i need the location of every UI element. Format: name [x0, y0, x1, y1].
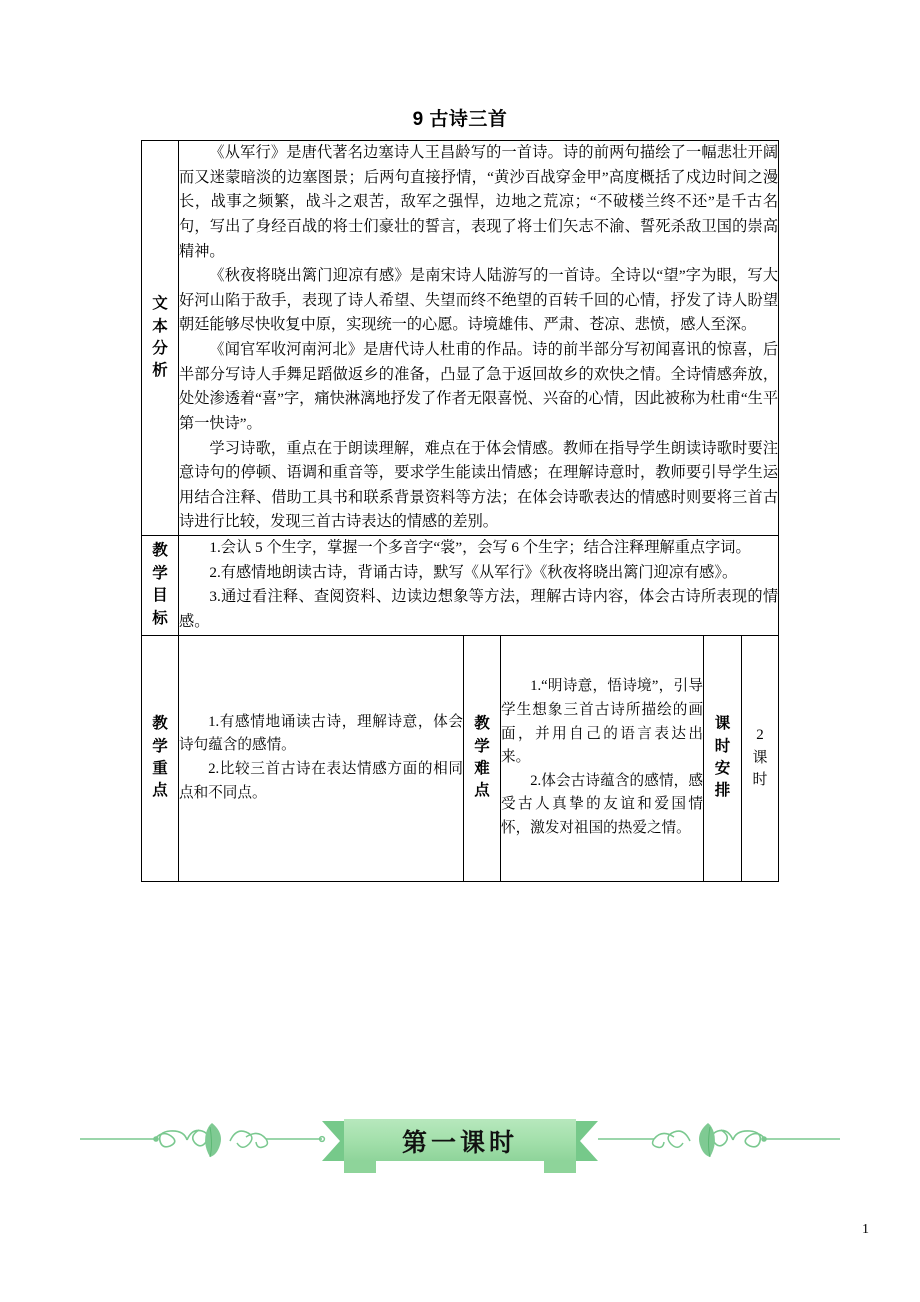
table-row-objectives [142, 536, 779, 636]
label-char: 教 [152, 715, 168, 733]
paragraph: 1.会认 5 个生字，掌握一个多音字“裳”，会写 6 个生字；结合注释理解重点字词。 [209, 539, 751, 556]
schedule-unit-char: 课 [752, 749, 768, 767]
row-label-objectives [142, 536, 179, 636]
label-char: 重 [152, 760, 168, 777]
right-flourish-2-icon [598, 1131, 690, 1147]
label-char: 教 [474, 715, 490, 733]
banner-title: 第一课时 [401, 1129, 519, 1157]
row-label-text-analysis [142, 141, 179, 536]
section-banner [0, 1115, 920, 1185]
paragraph: 学习诗歌，重点在于朗读理解，难点在于体会情感。教师在指导学生朗读诗歌时要注意诗句的停顿、语调和重音等，要求学生能读出情感；在理解诗意时，教师要引导学生运用结合注释、借助工具书和联系背景资料等方法；在体会诗歌表达的情感时则要将三首古诗进行比较，发现三首古诗表达的情感的差别。 [179, 439, 779, 531]
right-flourish-icon [712, 1130, 840, 1147]
cell-teaching-focus [179, 635, 464, 881]
left-flourish-2-icon [230, 1131, 324, 1147]
label-char: 本 [152, 317, 168, 335]
paragraph: 1.有感情地诵读古诗，理解诗意，体会诗句蕴含的感情。 [179, 713, 463, 754]
paragraph: 2.比较三首古诗在表达情感方面的相同点和不同点。 [179, 761, 463, 801]
ribbon-fold-right [544, 1161, 576, 1173]
page-title: 9 古诗三首 [412, 109, 508, 130]
cell-schedule-value [742, 635, 779, 881]
cell-teaching-difficulty [501, 635, 704, 881]
label-char: 目 [152, 587, 168, 605]
row-label-focus [142, 635, 179, 881]
label-char: 学 [152, 737, 168, 755]
label-char: 难 [474, 760, 490, 777]
table-row-focus-difficulty-schedule [142, 635, 779, 881]
label-char: 安 [714, 760, 731, 777]
label-char: 标 [152, 609, 168, 627]
label-char: 分 [152, 340, 168, 357]
cell-objectives [179, 536, 779, 636]
label-char: 时 [714, 737, 731, 755]
paragraph: 1.“明诗意，悟诗境”，引导学生想象三首古诗所描绘的画面，并用自己的语言表达出来。 [501, 678, 703, 766]
banner-graphic [60, 1115, 860, 1185]
paragraph: 《闻官军收河南河北》是唐代诗人杜甫的作品。诗的前半部分写初闻喜讯的惊喜，后半部分写诗人手舞足蹈做返乡的准备，凸显了急于返回故乡的欢快之情。全诗情感奔放，处处渗透着“喜”字，痛快淋漓地抒发了作者无限喜悦、兴奋的心情，因此被称为杜甫“生平第一快诗”。 [179, 341, 779, 432]
label-char: 文 [152, 295, 168, 313]
label-char: 析 [152, 362, 168, 380]
right-leaf-icon [699, 1123, 715, 1157]
row-label-schedule [704, 635, 742, 881]
ribbon-fold-left [344, 1161, 376, 1173]
lesson-plan-table [141, 140, 779, 882]
cell-text-analysis [179, 141, 779, 536]
left-leaf-icon [205, 1123, 221, 1157]
paragraph: 2.体会古诗蕴含的感情，感受古人真挚的友谊和爱国情怀，激发对祖国的热爱之情。 [501, 772, 703, 837]
label-char: 点 [474, 782, 490, 800]
left-flourish-icon [80, 1130, 208, 1147]
schedule-number: 2 [756, 727, 764, 744]
paragraph: 2.有感情地朗读古诗，背诵古诗，默写《从军行》《秋夜将晓出篱门迎凉有感》。 [209, 563, 738, 581]
paragraph: 《秋夜将晓出篱门迎凉有感》是南宋诗人陆游写的一首诗。全诗以“望”字为眼，写大好河山陷于敌手，表现了诗人希望、失望而终不绝望的百转千回的心情，抒发了诗人盼望朝廷能够尽快收复中原，实现统一的心愿。诗境雄伟、严肃、苍凉、悲愤，感人至深。 [179, 267, 779, 334]
paragraph: 3.通过看注释、查阅资料、边读边想象等方法，理解古诗内容，体会古诗所表现的情感。 [179, 588, 779, 630]
label-char: 课 [714, 715, 731, 733]
label-char: 学 [474, 737, 490, 755]
table-row-text-analysis [142, 141, 779, 536]
label-char: 学 [152, 564, 168, 582]
row-label-difficulty [464, 635, 501, 881]
page-number: 1 [862, 1222, 869, 1237]
label-char: 教 [152, 542, 168, 560]
paragraph: 《从军行》是唐代著名边塞诗人王昌龄写的一首诗。诗的前两句描绘了一幅悲壮开阔而又迷蒙暗淡的边塞图景；后两句直接抒情，“黄沙百战穿金甲”高度概括了戍边时间之漫长，战事之频繁，战斗之艰苦，敌军之强悍，边地之荒凉；“不破楼兰终不还”是千古名句，写出了身经百战的将士们豪壮的誓言，表现了将士们矢志不渝、誓死杀敌卫国的崇高精神。 [179, 144, 779, 260]
label-char: 点 [152, 782, 168, 800]
schedule-unit-char: 时 [752, 770, 768, 788]
label-char: 排 [714, 782, 731, 800]
